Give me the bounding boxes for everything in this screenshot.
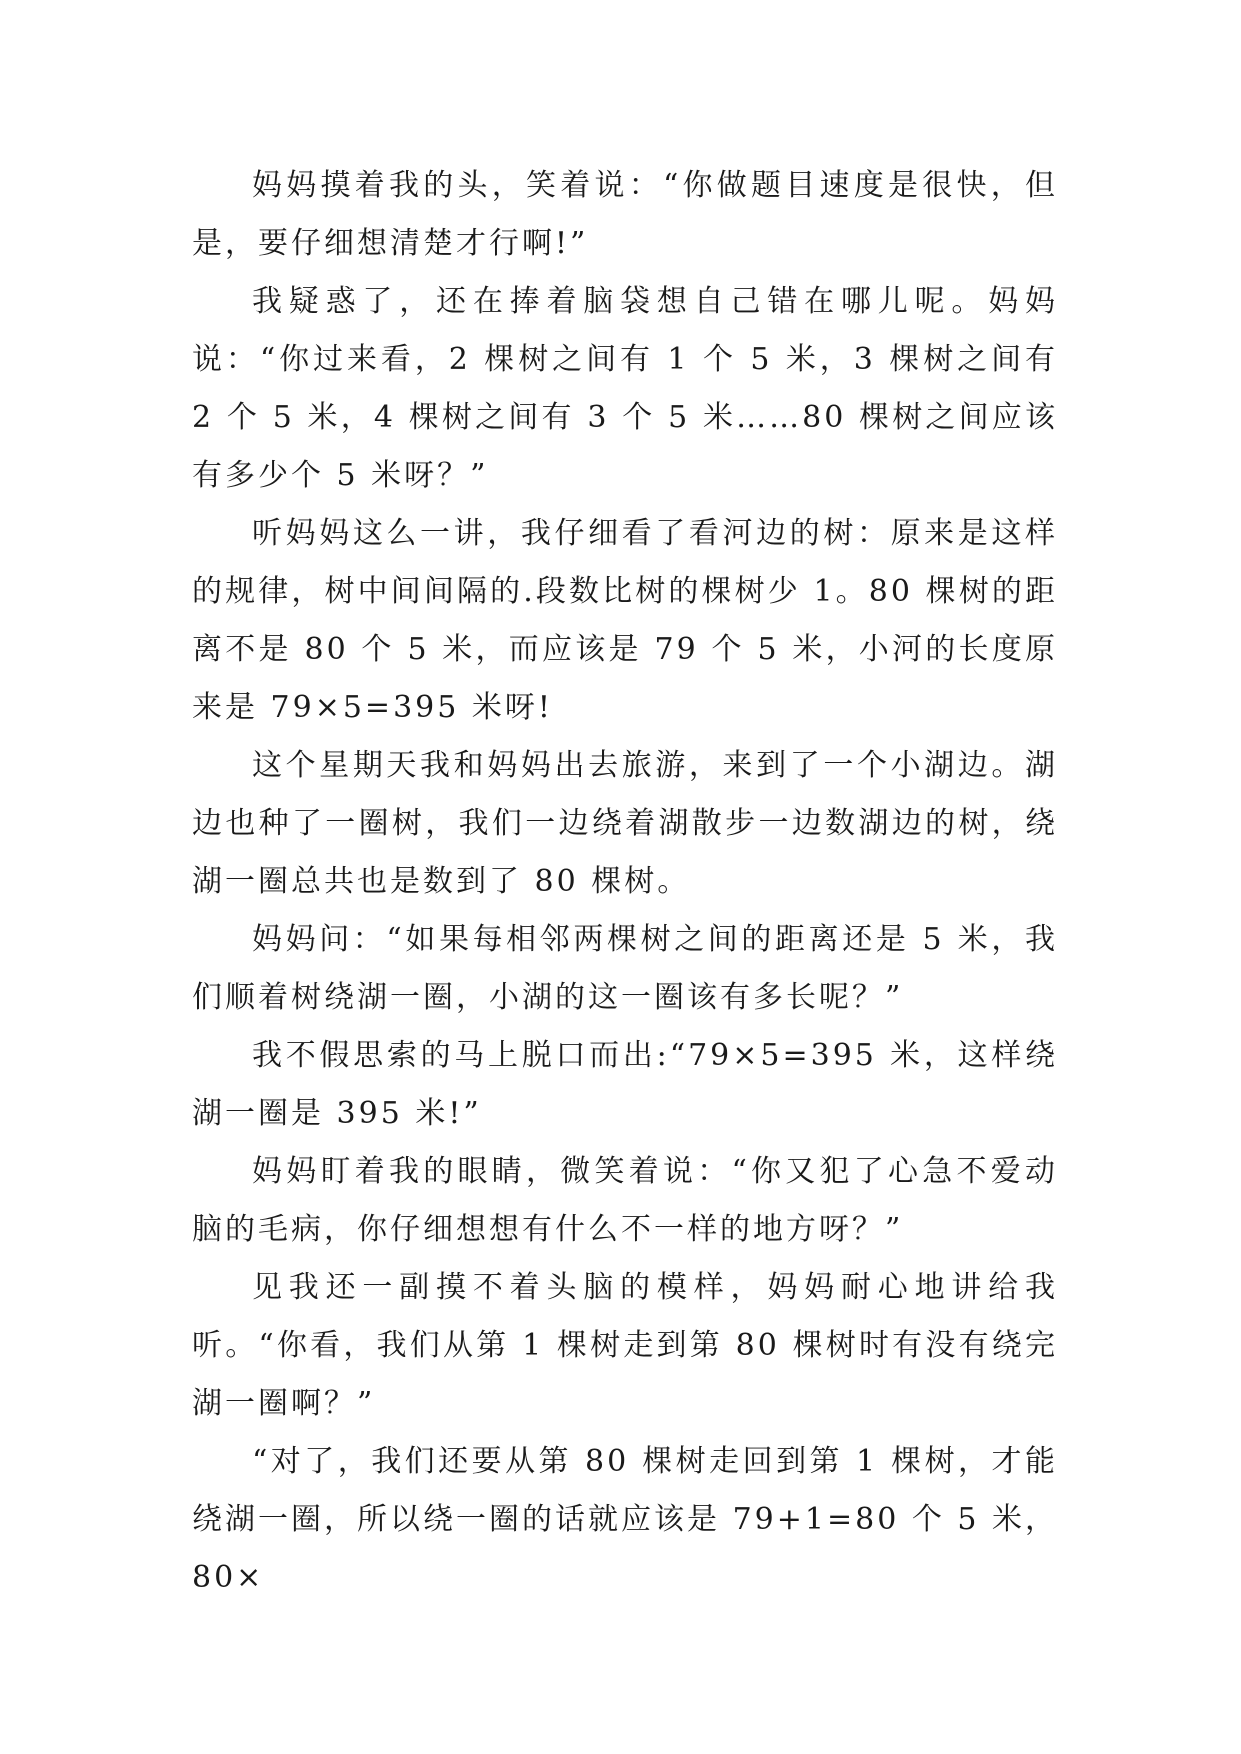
paragraph-4: 这个星期天我和妈妈出去旅游，来到了一个小湖边。湖边也种了一圈树，我们一边绕着湖散步一边数湖边的树，绕湖一圈总共也是数到了 80 棵树。: [192, 748, 1058, 899]
paragraph-2: 我疑惑了，还在捧着脑袋想自己错在哪儿呢。妈妈说：“你过来看，2 棵树之间有 1 个 5 米，3 棵树之间有 2 个 5 米，4 棵树之间有 3 个 5 米……80 棵树之间应该有多少个 5 米呀？”: [192, 284, 1058, 493]
document-body: [192, 157, 1058, 1607]
paragraph-1: 妈妈摸着我的头，笑着说：“你做题目速度是很快，但是，要仔细想清楚才行啊!”: [192, 168, 1058, 261]
paragraph-7: 妈妈盯着我的眼睛，微笑着说：“你又犯了心急不爱动脑的毛病，你仔细想想有什么不一样的地方呀？”: [192, 1154, 1058, 1247]
paragraph-5: 妈妈问：“如果每相邻两棵树之间的距离还是 5 米，我们顺着树绕湖一圈，小湖的这一圈该有多长呢？”: [192, 922, 1058, 1015]
paragraph-3: 听妈妈这么一讲，我仔细看了看河边的树：原来是这样的规律，树中间间隔的.段数比树的棵树少 1。80 棵树的距离不是 80 个 5 米，而应该是 79 个 5 米，小河的长度原来是 79×5=395 米呀!: [192, 516, 1058, 725]
paragraph-8: 见我还一副摸不着头脑的模样，妈妈耐心地讲给我听。“你看，我们从第 1 棵树走到第 80 棵树时有没有绕完湖一圈啊？”: [192, 1270, 1058, 1421]
paragraph-6: 我不假思索的马上脱口而出:“79×5=395 米，这样绕湖一圈是 395 米!”: [192, 1038, 1058, 1131]
paragraph-9: “对了，我们还要从第 80 棵树走回到第 1 棵树，才能绕湖一圈，所以绕一圈的话就应该是 79+1=80 个 5 米，80×: [192, 1444, 1058, 1595]
